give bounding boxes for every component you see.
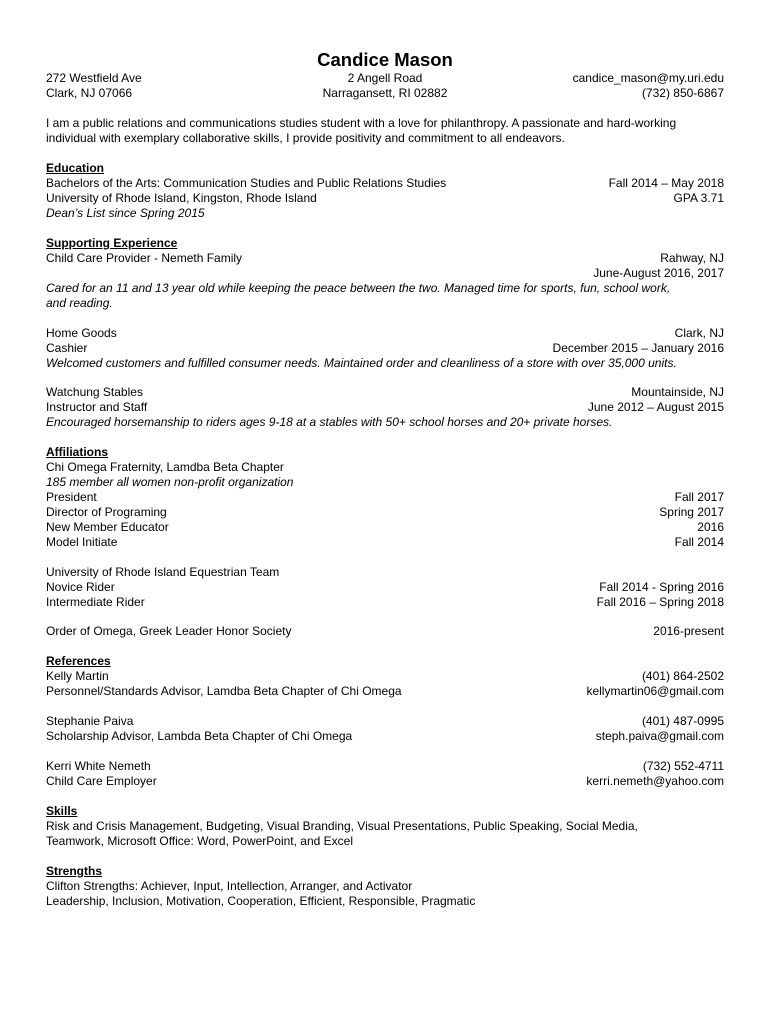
reference-role: Scholarship Advisor, Lambda Beta Chapter of Chi Omega: [46, 729, 353, 743]
affiliation-role: Director of Programing: [46, 505, 167, 519]
job-2-title: Cashier: [46, 341, 88, 355]
affiliation-2-role-row: [46, 580, 724, 595]
job-2-title-row: [46, 341, 724, 356]
job-1-dates: June-August 2016, 2017: [593, 266, 724, 280]
job-3-employer-row: [46, 385, 724, 400]
education-school-row: [46, 191, 724, 206]
reference-1-row-2: [46, 684, 724, 699]
gpa: GPA 3.71: [673, 191, 724, 205]
affiliation-2-name: University of Rhode Island Equestrian Team: [46, 565, 280, 579]
email-address: candice_mason@my.uri.edu: [572, 71, 724, 85]
job-3-title-row: [46, 400, 724, 415]
reference-phone: (732) 552-4711: [642, 759, 724, 773]
reference-name: Kelly Martin: [46, 669, 109, 683]
affiliation-1-desc: 185 member all women non-profit organization: [46, 475, 294, 489]
affiliations-heading: Affiliations: [46, 445, 108, 459]
address-row-2: [46, 86, 724, 101]
job-1-title: Child Care Provider - Nemeth Family: [46, 251, 243, 265]
job-2-employer-row: [46, 326, 724, 341]
affiliation-2-role-row: [46, 595, 724, 610]
strengths-heading: Strengths: [46, 864, 103, 878]
school-address-city: Narragansett, RI 02882: [322, 86, 448, 100]
reference-2-row-2: [46, 729, 724, 744]
address-row-1: [46, 71, 724, 86]
affiliation-role-date: Fall 2017: [674, 490, 724, 504]
education-heading: Education: [46, 161, 105, 175]
job-3-location: Mountainside, NJ: [631, 385, 724, 399]
job-2-location: Clark, NJ: [674, 326, 724, 340]
resume-page: [46, 48, 724, 909]
reference-name: Kerri White Nemeth: [46, 759, 151, 773]
job-2-employer: Home Goods: [46, 326, 117, 340]
reference-role: Personnel/Standards Advisor, Lamdba Beta Chapter of Chi Omega: [46, 684, 402, 698]
skills-line-1: Risk and Crisis Management, Budgeting, Visual Branding, Visual Presentations, Public Speaking, Social Media,: [46, 819, 638, 833]
school-address-street: 2 Angell Road: [347, 71, 423, 85]
affiliation-role-date: Fall 2016 – Spring 2018: [596, 595, 724, 609]
references-heading: References: [46, 654, 111, 668]
skills-line-2: Teamwork, Microsoft Office: Word, PowerPoint, and Excel: [46, 834, 354, 848]
skills-heading: Skills: [46, 804, 78, 818]
job-3-title: Instructor and Staff: [46, 400, 148, 414]
affiliation-role-date: Spring 2017: [659, 505, 724, 519]
affiliation-role-date: Fall 2014 - Spring 2016: [599, 580, 724, 594]
affiliation-role: President: [46, 490, 97, 504]
reference-3-row-1: [46, 759, 724, 774]
reference-3-row-2: [46, 774, 724, 789]
strengths-line-1: Clifton Strengths: Achiever, Input, Intellection, Arranger, and Activator: [46, 879, 413, 893]
affiliation-1-role-row: [46, 520, 724, 535]
reference-phone: (401) 864-2502: [641, 669, 724, 683]
phone-number: (732) 850-6867: [641, 86, 724, 100]
reference-2-row-1: [46, 714, 724, 729]
summary-line-2: individual with exemplary collaborative skills, I provide positivity and commitment to all endeavors.: [46, 131, 565, 145]
job-1-title-row: [46, 251, 724, 266]
reference-email: steph.paiva@gmail.com: [595, 729, 724, 743]
reference-email: kerri.nemeth@yahoo.com: [586, 774, 724, 788]
job-1-location: Rahway, NJ: [660, 251, 724, 265]
reference-phone: (401) 487-0995: [641, 714, 724, 728]
affiliation-1-role-row: [46, 505, 724, 520]
home-address-street: 272 Westfield Ave: [46, 71, 142, 85]
strengths-line-2: Leadership, Inclusion, Motivation, Cooperation, Efficient, Responsible, Pragmatic: [46, 894, 476, 908]
affiliation-role: Novice Rider: [46, 580, 115, 594]
reference-1-row-1: [46, 669, 724, 684]
job-3-desc: Encouraged horsemanship to riders ages 9-18 at a stables with 50+ school horses and 20+ private horses.: [46, 415, 613, 429]
affiliation-1-role-row: [46, 535, 724, 550]
reference-name: Stephanie Paiva: [46, 714, 134, 728]
affiliation-role-date: Fall 2014: [674, 535, 724, 549]
education-degree-row: [46, 176, 724, 191]
school: University of Rhode Island, Kingston, Rhode Island: [46, 191, 317, 205]
affiliation-1-name: Chi Omega Fraternity, Lamdba Beta Chapter: [46, 460, 284, 474]
home-address-city: Clark, NJ 07066: [46, 86, 133, 100]
job-2-desc: Welcomed customers and fulfilled consumer needs. Maintained order and cleanliness of a store with over 35,000 units.: [46, 356, 677, 370]
job-1-desc-2: and reading.: [46, 296, 113, 310]
summary-line-1: I am a public relations and communications studies student with a love for philanthropy. A passionate and hard-working: [46, 116, 677, 130]
honor: Dean’s List since Spring 2015: [46, 206, 205, 220]
job-3-dates: June 2012 – August 2015: [587, 400, 724, 414]
affiliation-3-name: Order of Omega, Greek Leader Honor Society: [46, 624, 292, 638]
affiliation-3-row: [46, 624, 724, 639]
affiliation-role: Intermediate Rider: [46, 595, 145, 609]
degree-dates: Fall 2014 – May 2018: [608, 176, 724, 190]
affiliation-role: Model Initiate: [46, 535, 118, 549]
reference-email: kellymartin06@gmail.com: [586, 684, 724, 698]
affiliation-role: New Member Educator: [46, 520, 169, 534]
job-3-employer: Watchung Stables: [46, 385, 143, 399]
candidate-name: Candice Mason: [317, 49, 453, 70]
affiliation-role-date: 2016: [697, 520, 724, 534]
job-1-desc-1: Cared for an 11 and 13 year old while keeping the peace between the two. Managed time for sports, fun, school work,: [46, 281, 671, 295]
affiliation-3-date: 2016-present: [653, 624, 724, 638]
job-2-dates: December 2015 – January 2016: [552, 341, 724, 355]
affiliation-1-role-row: [46, 490, 724, 505]
degree: Bachelors of the Arts: Communication Studies and Public Relations Studies: [46, 176, 447, 190]
reference-role: Child Care Employer: [46, 774, 157, 788]
experience-heading: Supporting Experience: [46, 236, 178, 250]
